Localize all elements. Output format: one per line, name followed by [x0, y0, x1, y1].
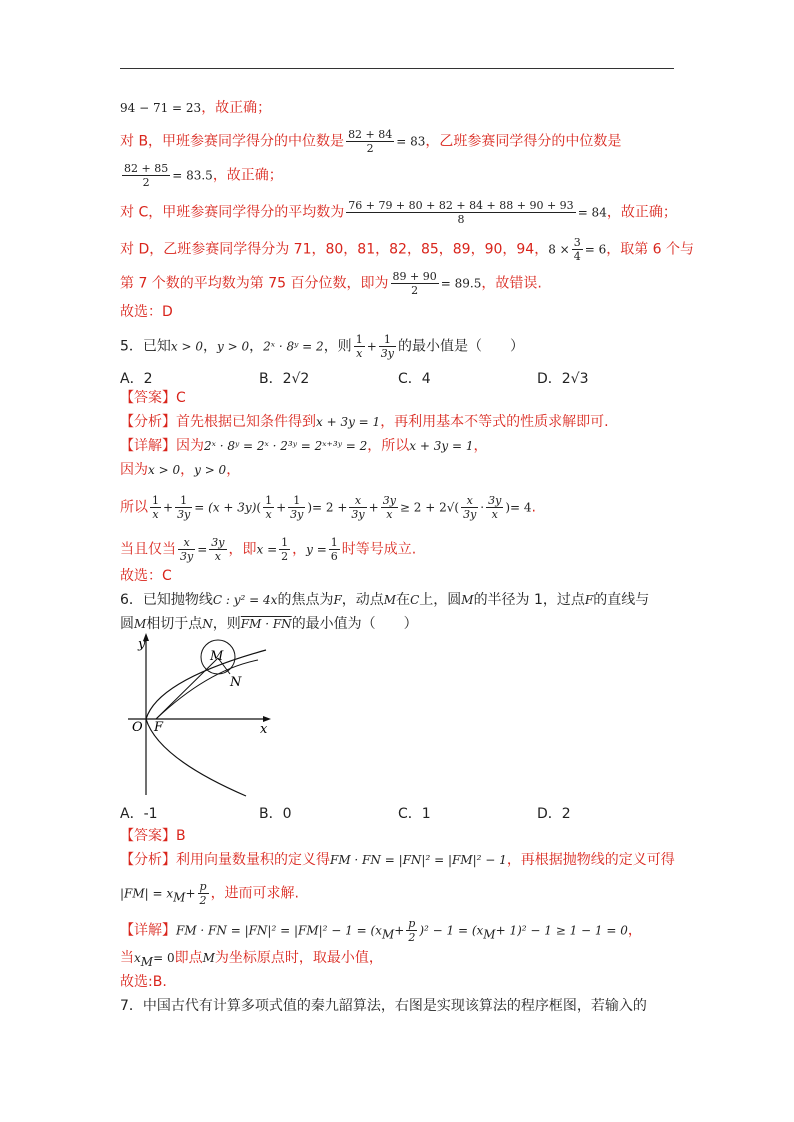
math: = 83.5 [172, 168, 213, 183]
math: = 89.5 [440, 276, 482, 291]
text: ，乙班参赛同学得分的中位数是 [425, 133, 622, 150]
math: C : y² = 4x [212, 593, 278, 607]
q6-select: 故选:B. [120, 974, 167, 990]
fraction: $\frac{82 + 85}{2}$ [124, 162, 169, 189]
fraction: $\frac{x}{3y}$ [180, 536, 194, 563]
fraction: $\frac{1}{x}$ [152, 494, 159, 521]
q6-option-a: A．-1 [120, 806, 158, 822]
q6-option-d: D．2 [537, 806, 571, 822]
question-6: 6．已知抛物线C : y² = 4x的焦点为F，动点M在C上，圆M的半径为 1，过点F的直线与 [120, 592, 650, 608]
label-y: y [138, 637, 146, 652]
math: 94 − 71 = 23 [120, 101, 202, 115]
q5-detail-4: 当且仅当 $\frac{x}{3y}$ = $\frac{3y}{x}$ ，即x = $\frac{1}{2}$ ，y = $\frac{1}{6}$ 时等号成立. [120, 536, 417, 563]
line-option-b [120, 128, 621, 155]
math: y > 0 [194, 463, 227, 477]
math: = 6 [584, 242, 607, 257]
q5-detail-3: 所以 $\frac{1}{x}$ + $\frac{1}{3y}$ = (x + 3y)( $\frac{1}{x}$ + $\frac{1}{3y}$ )= 2 + $\frac{x}{3y}$ + $\frac{3y}{x}$ ≥ 2 + 2√( $\frac{x}{3y}$ · $\frac{3y}{x}$ )= 4. [120, 494, 536, 521]
fraction: $\frac{3y}{x}$ [211, 536, 225, 563]
math: FM · FN [240, 617, 292, 631]
fraction: $\frac{1}{x}$ [355, 333, 363, 360]
q5-option-a: A．2 [120, 371, 153, 387]
fraction: $\frac{89 + 90}{2}$ [392, 270, 437, 297]
math: = 84 [577, 205, 607, 220]
fraction: $\frac{3}{4}$ [573, 236, 581, 263]
label-x: x [260, 722, 268, 737]
line-94-71 [120, 98, 271, 118]
label-o: O [132, 720, 143, 735]
fraction: $\frac{1}{6}$ [330, 536, 338, 563]
q5-option-d: D．2√3 [537, 371, 589, 387]
q6-detail-2: 当$x_M= 0$即点M为坐标原点时，取最小值， [120, 950, 383, 969]
fraction: $\frac{p}{2}$ [199, 880, 207, 907]
q6-analysis-2: $|FM| = x_M+$ $\frac{p}{2}$ ，进而可求解. [120, 880, 300, 907]
line-percentile [120, 270, 542, 297]
fraction: $\frac{3y}{x}$ [488, 494, 502, 521]
fraction: $\frac{1}{2}$ [281, 536, 289, 563]
math: = 83 [396, 134, 426, 149]
text: 的最小值是（ ） [397, 338, 524, 355]
fraction: $\frac{p}{2}$ [408, 917, 416, 944]
fraction: $\frac{1}{3y}$ [177, 494, 191, 521]
question-7: 7．中国古代有计算多项式值的秦九韶算法，右图是实现该算法的程序框图，若输入的 [120, 998, 647, 1014]
text: 第 7 个数的平均数为第 75 百分位数，即为 [120, 275, 389, 292]
math: x + 3y = 1 [316, 415, 381, 429]
text: 对 B，甲班参赛同学得分的中位数是 [120, 133, 345, 150]
text: ，取第 6 个与 [606, 241, 695, 258]
q5-detail-2: 因为x > 0，y > 0， [120, 462, 241, 478]
math: x + 3y = 1 [409, 439, 474, 453]
parabola-curve [146, 650, 266, 796]
text: ，故正确； [201, 100, 272, 116]
text: ，故正确； [212, 167, 283, 184]
text: 对 D，乙班参赛同学得分为 71，80，81，82，85，89，90，94， [120, 241, 549, 258]
q5-select: 故选：C [120, 568, 172, 584]
q6-analysis: 【分析】利用向量数量积的定义得FM · FN = |FN|² = |FM|² − 1，再根据抛物线的定义可得 [120, 852, 675, 868]
answer-select-d: 故选：D [120, 304, 173, 320]
math: y > 0 [217, 339, 250, 354]
math: 8 × [548, 242, 570, 257]
fraction: $\frac{x}{3y}$ [351, 494, 365, 521]
fraction: $\frac{82 + 84}{2}$ [348, 128, 393, 155]
q6-option-c: C．1 [398, 806, 431, 822]
q6-detail-1: 【详解】FM · FN = $|FN|^2 = |FM|^2 - 1 = (x_M+$ $\frac{p}{2}$ )$^2 - 1 = (x_M+ 1)^2 - 1 \ge 1 - 1 = 0$， [120, 917, 642, 944]
fraction: $\frac{76 + 79 + 80 + 82 + 84 + 88 + 90 + 93}{8}$ [348, 199, 574, 226]
text: ，故正确； [606, 204, 677, 221]
fraction: $\frac{1}{x}$ [265, 494, 273, 521]
q5-option-b: B．2√2 [259, 371, 310, 387]
q5-detail-1: 【详解】因为2ˣ · 8ʸ = 2ˣ · 2³ʸ = 2ˣ⁺³ʸ = 2，所以x + 3y = 1， [120, 438, 488, 454]
question-6-cont: 圆M相切于点N，则FM · FN的最小值为（ ） [120, 616, 418, 632]
parabola-figure [118, 630, 278, 800]
math: 2ˣ · 8ʸ = 2ˣ · 2³ʸ = 2ˣ⁺³ʸ = 2 [204, 439, 368, 453]
math: x > 0 [170, 339, 204, 354]
fraction: $\frac{1}{3y}$ [290, 494, 304, 521]
segment-fm [156, 658, 218, 719]
label-f: F [154, 720, 164, 735]
q5-option-c: C．4 [398, 371, 431, 387]
label-n: N [230, 675, 242, 690]
fraction: $\frac{3y}{x}$ [382, 494, 396, 521]
math: 2ˣ · 8ʸ = 2 [263, 339, 324, 354]
q6-answer: 【答案】B [120, 828, 186, 844]
math: FM · FN = |FN|² = |FM|² − 1 [330, 853, 507, 867]
text: 对 C，甲班参赛同学得分的平均数为 [120, 204, 345, 221]
fraction: $\frac{x}{3y}$ [463, 494, 477, 521]
fraction: $\frac{1}{3y}$ [380, 333, 394, 360]
q6-option-b: B．0 [259, 806, 292, 822]
line-option-c [120, 199, 677, 226]
text: ，故错误. [481, 275, 542, 292]
math: x > 0 [148, 463, 181, 477]
question-5: 5．已知x > 0，y > 0，2ˣ · 8ʸ = 2，则 $\frac{1}{x}$ + $\frac{1}{3y}$ 的最小值是（ ） [120, 333, 524, 360]
text: 5．已知 [120, 338, 171, 355]
header-rule [120, 68, 674, 69]
line-median-b [120, 162, 283, 189]
q5-answer: 【答案】C [120, 390, 186, 406]
line-option-d [120, 236, 694, 263]
q5-analysis: 【分析】首先根据已知条件得到x + 3y = 1，再利用基本不等式的性质求解即可. [120, 414, 609, 430]
label-m: M [210, 649, 224, 664]
